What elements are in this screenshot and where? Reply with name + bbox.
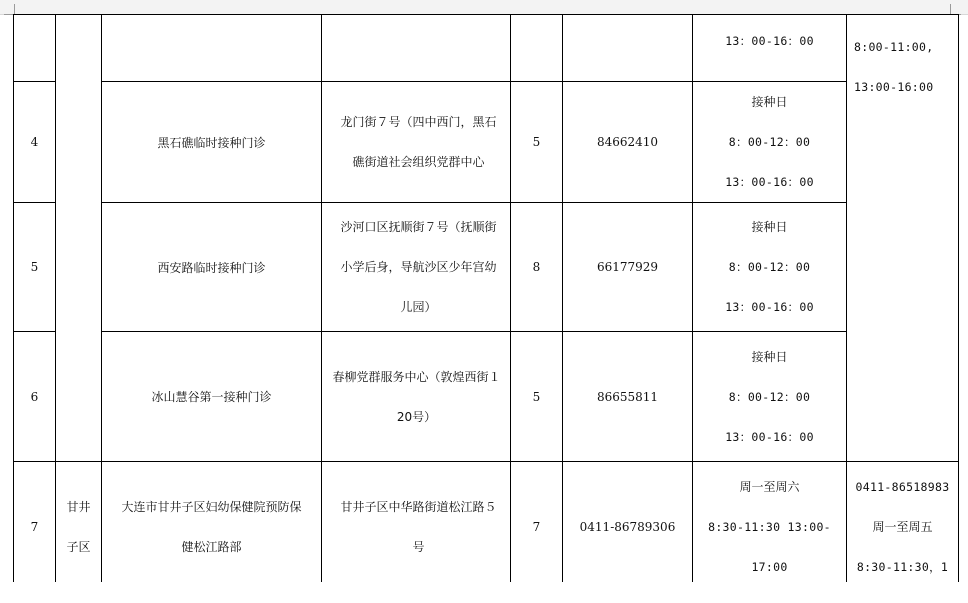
page-bottom-margin bbox=[0, 582, 968, 603]
schedule-line: 8:30-11:30 13:00- bbox=[708, 519, 831, 534]
document-top-edge bbox=[0, 0, 968, 15]
district-line: 子区 bbox=[66, 539, 91, 554]
contact-line: 8:00-11:00, bbox=[854, 40, 934, 54]
clinic-name: 西安路临时接种门诊 bbox=[102, 203, 322, 332]
hours-text: 13：00-16：00 bbox=[725, 34, 814, 48]
address-line: 龙门街７号（四中西门，黑石 bbox=[340, 115, 497, 129]
schedule-line: 13：00-16：00 bbox=[725, 429, 814, 444]
clinic-name: 冰山慧谷第一接种门诊 bbox=[102, 332, 322, 462]
clinic-phone: 0411-86789306 bbox=[563, 462, 693, 592]
address-line: 礁街道社会组织党群中心 bbox=[352, 155, 485, 169]
vaccination-clinic-table bbox=[13, 14, 959, 592]
clinic-name: 黑石礁临时接种门诊 bbox=[102, 82, 322, 203]
row-number: 5 bbox=[14, 203, 56, 332]
cell-address bbox=[322, 15, 511, 82]
table-row bbox=[14, 203, 959, 332]
schedule-line: 接种日 bbox=[751, 95, 788, 109]
district-name bbox=[56, 462, 102, 592]
clinic-count: 8 bbox=[511, 203, 563, 332]
clinic-schedule bbox=[693, 332, 847, 462]
schedule-line: 13：00-16：00 bbox=[725, 175, 814, 189]
address-line: 春柳党群服务中心（敦煌西街１ bbox=[332, 369, 501, 384]
cell-hours bbox=[693, 15, 847, 82]
table-row bbox=[14, 82, 959, 203]
schedule-line: 接种日 bbox=[751, 220, 788, 234]
clinic-schedule bbox=[693, 203, 847, 332]
clinic-phone: 84662410 bbox=[563, 82, 693, 203]
district-line: 甘井 bbox=[66, 499, 91, 514]
address-line: 小学后身，导航沙区少年宫幼 bbox=[340, 260, 497, 274]
clinic-address bbox=[322, 332, 511, 462]
table-row bbox=[14, 332, 959, 462]
clinic-schedule bbox=[693, 82, 847, 203]
clinic-phone: 86655811 bbox=[563, 332, 693, 462]
contact-line: 8:30-11:30，1 bbox=[856, 559, 949, 574]
name-line: 健松江路部 bbox=[181, 539, 242, 554]
clinic-count: 5 bbox=[511, 82, 563, 203]
table-row bbox=[14, 462, 959, 592]
clinic-contact bbox=[847, 462, 959, 592]
clinic-address bbox=[322, 82, 511, 203]
clinic-count: 5 bbox=[511, 332, 563, 462]
clinic-phone: 66177929 bbox=[563, 203, 693, 332]
contact-line: 0411-86518983 bbox=[855, 479, 950, 494]
schedule-line: 周一至周六 bbox=[739, 479, 800, 494]
schedule-line: 13：00-16：00 bbox=[725, 300, 814, 314]
cell-count bbox=[511, 15, 563, 82]
clinic-schedule bbox=[693, 462, 847, 592]
clinic-address bbox=[322, 462, 511, 592]
row-number: 6 bbox=[14, 332, 56, 462]
contact-line: 13:00-16:00 bbox=[854, 80, 934, 94]
schedule-line: 接种日 bbox=[751, 349, 788, 364]
table-row bbox=[14, 15, 959, 82]
cell-name bbox=[102, 15, 322, 82]
row-number: 7 bbox=[14, 462, 56, 592]
name-line: 大连市甘井子区妇幼保健院预防保 bbox=[121, 499, 302, 514]
address-line: 号 bbox=[412, 539, 425, 554]
address-line: 沙河口区抚顺街７号（抚顺街 bbox=[340, 220, 497, 234]
schedule-line: 8：00-12：00 bbox=[728, 389, 811, 404]
schedule-line: 8：00-12：00 bbox=[728, 135, 811, 149]
cell-district-merged bbox=[56, 15, 102, 462]
row-number: 4 bbox=[14, 82, 56, 203]
address-line: 甘井子区中华路街道松江路５ bbox=[340, 499, 497, 514]
contact-line: 周一至周五 bbox=[872, 519, 933, 534]
cell-contact-merged bbox=[847, 15, 959, 462]
clinic-count: 7 bbox=[511, 462, 563, 592]
address-line: 儿园） bbox=[400, 300, 437, 314]
cell-phone bbox=[563, 15, 693, 82]
schedule-line: 17:00 bbox=[751, 559, 788, 574]
clinic-address bbox=[322, 203, 511, 332]
clinic-name bbox=[102, 462, 322, 592]
cell-no bbox=[14, 15, 56, 82]
address-line: 20号） bbox=[396, 409, 437, 424]
schedule-line: 8：00-12：00 bbox=[728, 260, 811, 274]
